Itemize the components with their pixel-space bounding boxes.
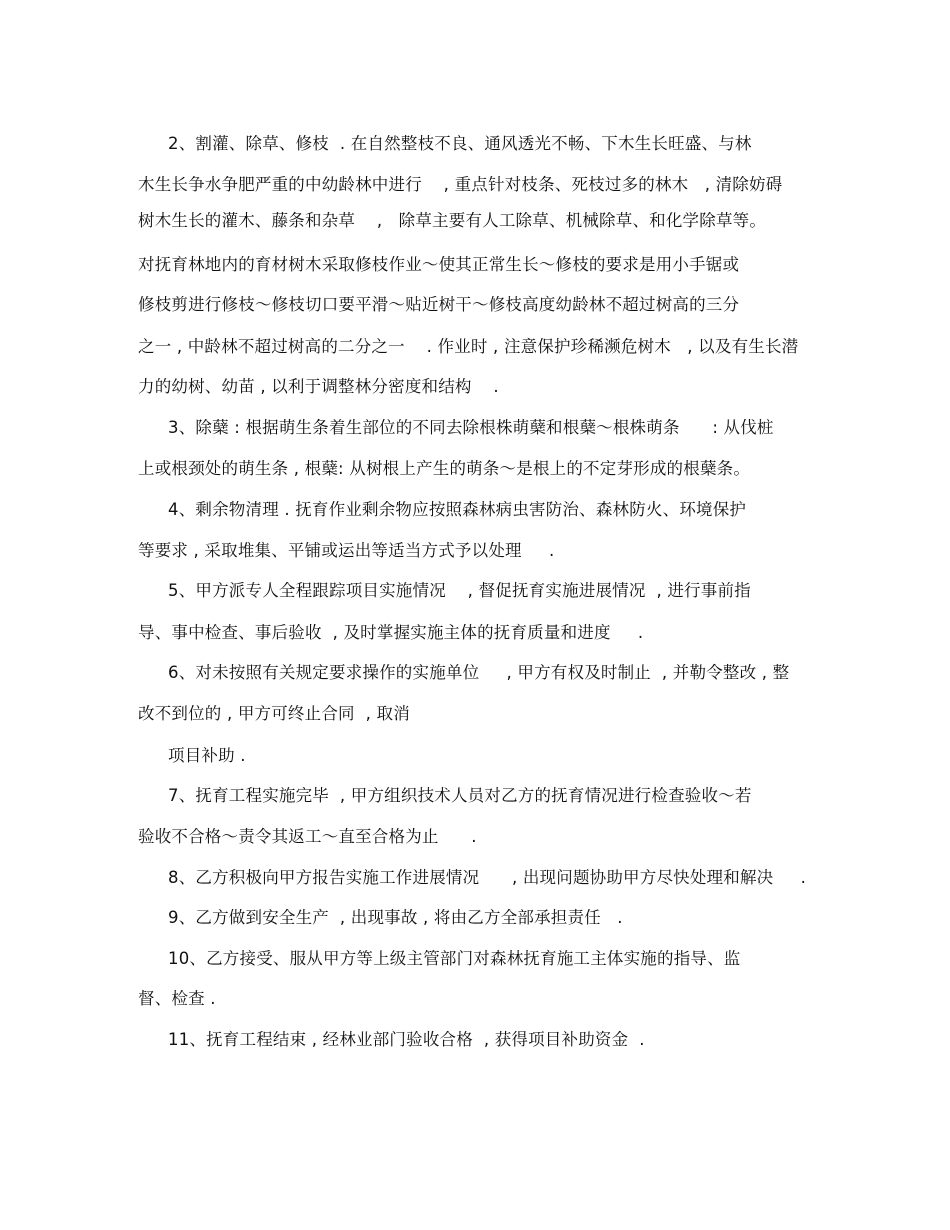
paragraph-line: 验收不合格～责令其返工～直至合格为止 .	[138, 827, 477, 846]
paragraph-line: 7、抚育工程实施完毕 , 甲方组织技术人员对乙方的抚育情况进行检查验收～若	[168, 786, 752, 805]
paragraph-line: 11、抚育工程结束 , 经林业部门验收合格 , 获得项目补助资金 .	[168, 1030, 645, 1049]
paragraph-line: 3、除蘖 : 根据萌生条着生部位的不同去除根株萌蘖和根蘖～根株萌条 : 从伐桩	[168, 418, 774, 437]
paragraph-line: 等要求 , 采取堆集、平铺或运出等适当方式予以处理 .	[138, 541, 555, 560]
paragraph-line: 4、剩余物清理 . 抚育作业剩余物应按照森林病虫害防治、森林防火、环境保护	[168, 500, 747, 519]
paragraph-line: 改不到位的 , 甲方可终止合同 , 取消	[138, 704, 410, 723]
paragraph-line: 5、甲方派专人全程跟踪项目实施情况 , 督促抚育实施进展情况 , 进行事前指	[168, 581, 751, 600]
paragraph-line: 之一 , 中龄林不超过树高的二分之一 . 作业时 , 注意保护珍稀濒危树木 , 以及有生长潜	[138, 337, 799, 356]
paragraph-line: 项目补助 .	[168, 746, 246, 765]
paragraph-line: 督、检查 .	[138, 989, 216, 1008]
paragraph-line: 对抚育林地内的育材树木采取修枝作业～使其正常生长～修枝的要求是用小手锯或	[138, 255, 740, 274]
paragraph-line: 导、事中检查、事后验收 , 及时掌握实施主体的抚育质量和进度 .	[138, 623, 644, 642]
paragraph-line: 6、对未按照有关规定要求操作的实施单位 , 甲方有权及时制止 , 并勒令整改 , 整	[168, 663, 790, 682]
paragraph-line: 上或根颈处的萌生条 , 根蘖: 从树根上产生的萌条～是根上的不定芽形成的根蘖条。	[138, 459, 751, 478]
paragraph-line: 2、割灌、除草、修枝 . 在自然整枝不良、通风透光不畅、下木生长旺盛、与林	[168, 134, 752, 153]
paragraph-line: 8、乙方积极向甲方报告实施工作进展情况 , 出现问题协助甲方尽快处理和解决 .	[168, 868, 807, 887]
paragraph-line: 木生长争水争肥严重的中幼龄林中进行 , 重点针对枝条、死枝过多的林木 , 清除妨碍	[138, 175, 783, 194]
paragraph-line: 力的幼树、幼苗 , 以利于调整林分密度和结构 .	[138, 377, 499, 396]
paragraph-line: 树木生长的灌木、藤条和杂草 , 除草主要有人工除草、机械除草、和化学除草等。	[138, 211, 767, 230]
paragraph-line: 10、乙方接受、服从甲方等上级主管部门对森林抚育施工主体实施的指导、监	[168, 949, 741, 968]
paragraph-line: 修枝剪进行修枝～修枝切口要平滑～贴近树干～修枝高度幼龄林不超过树高的三分	[138, 295, 740, 314]
paragraph-line: 9、乙方做到安全生产 , 出现事故 , 将由乙方全部承担责任 .	[168, 908, 623, 927]
